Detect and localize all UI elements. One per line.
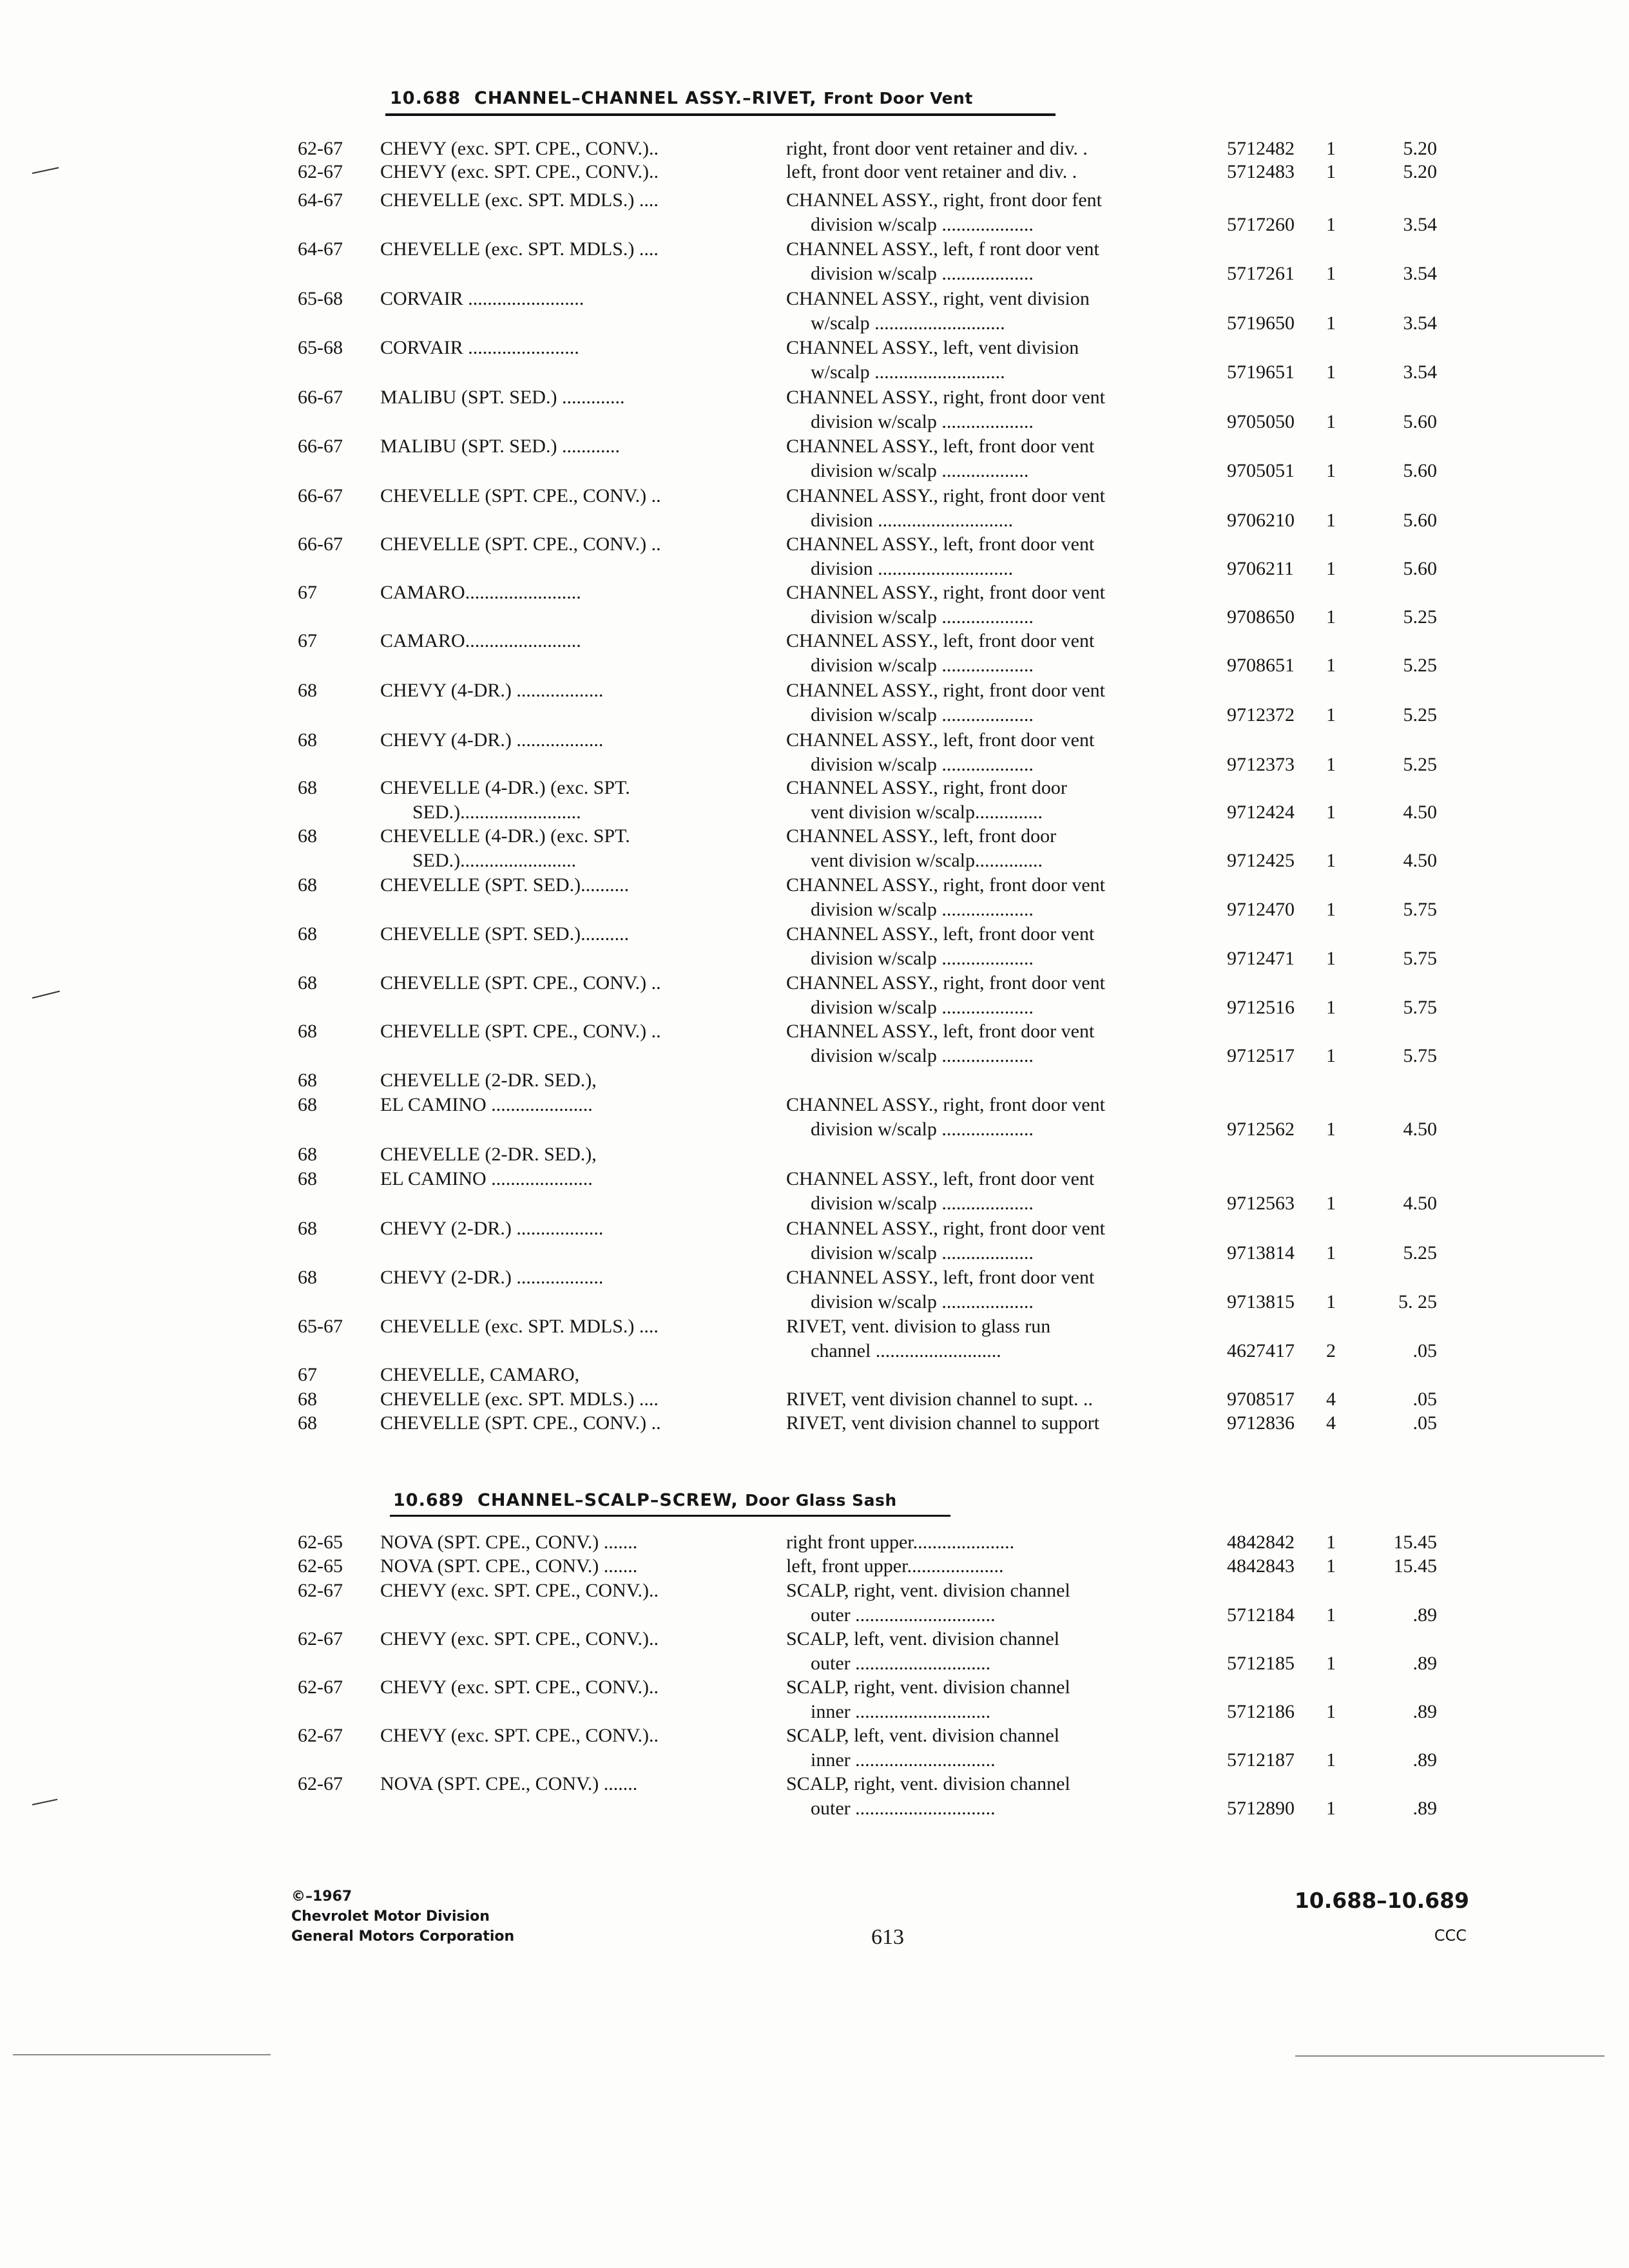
part-description: CHANNEL ASSY., left, f ront door vent [786, 238, 1099, 260]
part-description: CHANNEL ASSY., right, front door vent [786, 582, 1105, 603]
quantity: 1 [1326, 1291, 1336, 1312]
vehicle-model: CHEVY (exc. SPT. CPE., CONV.).. [380, 1580, 659, 1601]
part-description: division w/scalp ................... [811, 655, 1034, 676]
quantity: 1 [1326, 1119, 1336, 1140]
part-number: 4842842 [1227, 1532, 1295, 1553]
part-description: CHANNEL ASSY., left, front door vent [786, 630, 1095, 651]
model-years: 62-67 [298, 1725, 343, 1746]
scan-edge-line [13, 2054, 271, 2055]
vehicle-model: EL CAMINO ..................... [380, 1094, 593, 1115]
vehicle-model: CHEVELLE (2-DR. SED.), [380, 1144, 597, 1165]
part-description: vent division w/scalp.............. [811, 802, 1043, 823]
list-price: 5.75 [1403, 899, 1437, 920]
list-price: 15.45 [1393, 1532, 1437, 1553]
list-price: 4.50 [1403, 1119, 1437, 1140]
part-description: SCALP, right, vent. division channel [786, 1677, 1070, 1698]
part-number: 9708651 [1227, 655, 1295, 676]
list-price: .89 [1412, 1701, 1437, 1722]
part-description: CHANNEL ASSY., right, front door vent [786, 680, 1105, 701]
section-range: 10.688–10.689 [1294, 1888, 1469, 1913]
vehicle-model: CHEVY (4-DR.) .................. [380, 729, 604, 751]
part-description: division w/scalp ................... [811, 1193, 1034, 1214]
list-price: 15.45 [1393, 1555, 1437, 1577]
part-description: outer ............................. [811, 1798, 996, 1819]
model-years: 62-67 [298, 1628, 343, 1649]
part-description: division w/scalp ................... [811, 411, 1034, 432]
list-price: 5.75 [1403, 1045, 1437, 1066]
section-title: CHANNEL–SCALP–SCREW, [477, 1490, 738, 1510]
part-description: division w/scalp ................... [811, 263, 1034, 284]
part-description: division w/scalp ................... [811, 1242, 1034, 1264]
model-years: 62-65 [298, 1532, 343, 1553]
list-price: 5.75 [1403, 997, 1437, 1018]
model-years: 68 [298, 1021, 317, 1042]
vehicle-model: CHEVELLE (exc. SPT. MDLS.) .... [380, 189, 659, 211]
model-years: 68 [298, 729, 317, 751]
section-subtitle: Front Door Vent [824, 89, 973, 108]
vehicle-model: CHEVELLE (SPT. CPE., CONV.) .. [380, 972, 661, 994]
part-number: 9705051 [1227, 460, 1295, 481]
quantity: 1 [1326, 1242, 1336, 1264]
model-years: 65-67 [298, 1316, 343, 1337]
part-description: CHANNEL ASSY., left, front door vent [786, 729, 1095, 751]
vehicle-model: CHEVY (2-DR.) .................. [380, 1218, 604, 1239]
part-number: 9712470 [1227, 899, 1295, 920]
list-price: .05 [1412, 1389, 1437, 1410]
model-years: 68 [298, 1144, 317, 1165]
vehicle-model: CHEVELLE (SPT. CPE., CONV.) .. [380, 485, 661, 506]
vehicle-model: NOVA (SPT. CPE., CONV.) ....... [380, 1532, 638, 1553]
list-price: 3.54 [1403, 361, 1437, 383]
list-price: 4.50 [1403, 1193, 1437, 1214]
part-number: 9712373 [1227, 754, 1295, 775]
scan-edge-line [1295, 2055, 1605, 2057]
part-description: CHANNEL ASSY., right, vent division [786, 288, 1090, 309]
quantity: 1 [1326, 899, 1336, 920]
quantity: 1 [1326, 161, 1336, 182]
model-years: 68 [298, 874, 317, 896]
part-description: outer ............................. [811, 1604, 996, 1626]
list-price: 4.50 [1403, 802, 1437, 823]
publisher-block [291, 1887, 514, 1946]
catalog-code: CCC [1434, 1927, 1467, 1945]
vehicle-model: CHEVELLE (SPT. SED.).......... [380, 874, 630, 896]
vehicle-model: CHEVY (exc. SPT. CPE., CONV.).. [380, 1677, 659, 1698]
model-years: 65-68 [298, 288, 343, 309]
model-years: 68 [298, 777, 317, 798]
part-number: 5712186 [1227, 1701, 1295, 1722]
part-description: CHANNEL ASSY., left, front door vent [786, 923, 1095, 945]
part-number: 9712516 [1227, 997, 1295, 1018]
part-number: 5719651 [1227, 361, 1295, 383]
vehicle-model: CHEVELLE (exc. SPT. MDLS.) .... [380, 1316, 659, 1337]
vehicle-model: CHEVY (exc. SPT. CPE., CONV.).. [380, 1725, 659, 1746]
part-description: CHANNEL ASSY., right, front door vent [786, 874, 1105, 896]
vehicle-model: SED.)........................ [412, 850, 577, 871]
quantity: 4 [1326, 1412, 1336, 1434]
quantity: 1 [1326, 460, 1336, 481]
vehicle-model: CHEVELLE (SPT. CPE., CONV.) .. [380, 1412, 661, 1434]
part-description: division w/scalp ................... [811, 1291, 1034, 1312]
list-price: 5.25 [1403, 606, 1437, 628]
quantity: 2 [1326, 1340, 1336, 1361]
vehicle-model: CHEVY (exc. SPT. CPE., CONV.).. [380, 1628, 659, 1649]
vehicle-model: CHEVELLE (2-DR. SED.), [380, 1070, 597, 1091]
part-number: 5712185 [1227, 1653, 1295, 1674]
list-price: .05 [1412, 1340, 1437, 1361]
part-description: left, front door vent retainer and div. . [786, 161, 1077, 182]
model-years: 66-67 [298, 485, 343, 506]
model-years: 66-67 [298, 436, 343, 457]
model-years: 67 [298, 1364, 317, 1385]
part-description: division w/scalp ................... [811, 1045, 1034, 1066]
section-heading-rule [385, 113, 1055, 116]
vehicle-model: CHEVELLE (SPT. CPE., CONV.) .. [380, 533, 661, 555]
model-years: 62-67 [298, 161, 343, 182]
part-description: CHANNEL ASSY., right, front door [786, 777, 1067, 798]
part-description: CHANNEL ASSY., right, front door vent [786, 1218, 1105, 1239]
vehicle-model: CHEVY (2-DR.) .................. [380, 1267, 604, 1288]
vehicle-model: CHEVELLE (SPT. CPE., CONV.) .. [380, 1021, 661, 1042]
part-description: division ............................ [811, 510, 1014, 531]
quantity: 1 [1326, 1045, 1336, 1066]
part-description: vent division w/scalp.............. [811, 850, 1043, 871]
part-description: left, front upper.................... [786, 1555, 1004, 1577]
part-description: outer ............................ [811, 1653, 991, 1674]
vehicle-model: CHEVELLE (4-DR.) (exc. SPT. [380, 777, 630, 798]
model-years: 64-67 [298, 189, 343, 211]
model-years: 68 [298, 1168, 317, 1189]
part-description: w/scalp ........................... [811, 361, 1005, 383]
part-description: CHANNEL ASSY., left, vent division [786, 337, 1079, 358]
quantity: 4 [1326, 1389, 1336, 1410]
part-description: division w/scalp .................. [811, 460, 1029, 481]
vehicle-model: CHEVY (exc. SPT. CPE., CONV.).. [380, 138, 659, 159]
vehicle-model: CORVAIR ........................ [380, 288, 584, 309]
part-number: 9712517 [1227, 1045, 1295, 1066]
scan-mark [32, 1799, 58, 1805]
part-description: division w/scalp ................... [811, 948, 1034, 969]
list-price: .89 [1412, 1798, 1437, 1819]
quantity: 1 [1326, 558, 1336, 579]
part-description: inner ............................ [811, 1701, 991, 1722]
quantity: 1 [1326, 1749, 1336, 1771]
section-heading [393, 1490, 897, 1510]
model-years: 65-68 [298, 337, 343, 358]
part-number: 9708650 [1227, 606, 1295, 628]
quantity: 1 [1326, 214, 1336, 235]
list-price: 5.75 [1403, 948, 1437, 969]
part-description: inner ............................. [811, 1749, 996, 1771]
model-years: 68 [298, 923, 317, 945]
model-years: 66-67 [298, 387, 343, 408]
vehicle-model: CHEVY (4-DR.) .................. [380, 680, 604, 701]
part-number: 9712562 [1227, 1119, 1295, 1140]
model-years: 68 [298, 1218, 317, 1239]
part-description: CHANNEL ASSY., right, front door vent [786, 485, 1105, 506]
part-description: RIVET, vent division channel to support [786, 1412, 1100, 1434]
model-years: 62-67 [298, 138, 343, 159]
list-price: 3.54 [1403, 312, 1437, 334]
vehicle-model: CHEVELLE, CAMARO, [380, 1364, 580, 1385]
vehicle-model: CHEVELLE (exc. SPT. MDLS.) .... [380, 238, 659, 260]
model-years: 68 [298, 1094, 317, 1115]
vehicle-model: CORVAIR ....................... [380, 337, 579, 358]
part-description: division w/scalp ................... [811, 997, 1034, 1018]
vehicle-model: EL CAMINO ..................... [380, 1168, 593, 1189]
model-years: 68 [298, 1412, 317, 1434]
part-description: CHANNEL ASSY., left, front door vent [786, 1021, 1095, 1042]
model-years: 66-67 [298, 533, 343, 555]
quantity: 1 [1326, 312, 1336, 334]
part-description: right, front door vent retainer and div. . [786, 138, 1088, 159]
section-title: CHANNEL–CHANNEL ASSY.–RIVET, [474, 88, 817, 108]
vehicle-model: SED.)......................... [412, 802, 581, 823]
list-price: 5.60 [1403, 558, 1437, 579]
part-number: 9712836 [1227, 1412, 1295, 1434]
model-years: 62-67 [298, 1677, 343, 1698]
quantity: 1 [1326, 1555, 1336, 1577]
model-years: 64-67 [298, 238, 343, 260]
section-subtitle: Door Glass Sash [745, 1491, 897, 1510]
part-description: w/scalp ........................... [811, 312, 1005, 334]
part-number: 5719650 [1227, 312, 1295, 334]
quantity: 1 [1326, 1532, 1336, 1553]
part-description: CHANNEL ASSY., right, front door vent [786, 972, 1105, 994]
quantity: 1 [1326, 510, 1336, 531]
part-description: SCALP, right, vent. division channel [786, 1580, 1070, 1601]
part-number: 9705050 [1227, 411, 1295, 432]
vehicle-model: MALIBU (SPT. SED.) ............ [380, 436, 620, 457]
list-price: 5.25 [1403, 655, 1437, 676]
model-years: 68 [298, 1267, 317, 1288]
part-number: 9713814 [1227, 1242, 1295, 1264]
part-description: RIVET, vent. division to glass run [786, 1316, 1051, 1337]
part-description: division ............................ [811, 558, 1014, 579]
section-heading [390, 88, 973, 108]
part-description: CHANNEL ASSY., left, front door vent [786, 436, 1095, 457]
quantity: 1 [1326, 1798, 1336, 1819]
part-description: SCALP, right, vent. division channel [786, 1773, 1070, 1794]
list-price: 5.60 [1403, 460, 1437, 481]
part-description: CHANNEL ASSY., right, front door vent [786, 1094, 1105, 1115]
model-years: 62-67 [298, 1580, 343, 1601]
model-years: 62-65 [298, 1555, 343, 1577]
vehicle-model: CHEVELLE (4-DR.) (exc. SPT. [380, 825, 630, 847]
model-years: 67 [298, 630, 317, 651]
part-number: 9712425 [1227, 850, 1295, 871]
part-number: 5712482 [1227, 138, 1295, 159]
part-description: RIVET, vent division channel to supt. .. [786, 1389, 1094, 1410]
scan-mark [32, 167, 59, 174]
quantity: 1 [1326, 606, 1336, 628]
vehicle-model: MALIBU (SPT. SED.) ............. [380, 387, 625, 408]
quantity: 1 [1326, 1701, 1336, 1722]
part-number: 5717260 [1227, 214, 1295, 235]
part-description: right front upper..................... [786, 1532, 1015, 1553]
quantity: 1 [1326, 1193, 1336, 1214]
list-price: 5.60 [1403, 510, 1437, 531]
list-price: .05 [1412, 1412, 1437, 1434]
model-years: 67 [298, 582, 317, 603]
part-description: CHANNEL ASSY., left, front door vent [786, 1168, 1095, 1189]
section-number: 10.688 [390, 88, 461, 108]
part-number: 9708517 [1227, 1389, 1295, 1410]
quantity: 1 [1326, 1604, 1336, 1626]
publisher-corporation: General Motors Corporation [291, 1928, 515, 1945]
list-price: .89 [1412, 1749, 1437, 1771]
quantity: 1 [1326, 802, 1336, 823]
quantity: 1 [1326, 411, 1336, 432]
list-price: 3.54 [1403, 263, 1437, 284]
quantity: 1 [1326, 997, 1336, 1018]
part-description: division w/scalp ................... [811, 899, 1034, 920]
quantity: 1 [1326, 704, 1336, 726]
model-years: 68 [298, 680, 317, 701]
part-description: CHANNEL ASSY., left, front door [786, 825, 1057, 847]
quantity: 1 [1326, 754, 1336, 775]
vehicle-model: CHEVELLE (exc. SPT. MDLS.) .... [380, 1389, 659, 1410]
part-description: SCALP, left, vent. division channel [786, 1725, 1060, 1746]
part-number: 5712184 [1227, 1604, 1295, 1626]
part-description: division w/scalp ................... [811, 1119, 1034, 1140]
list-price: .89 [1412, 1653, 1437, 1674]
vehicle-model: CHEVY (exc. SPT. CPE., CONV.).. [380, 161, 659, 182]
part-description: division w/scalp ................... [811, 606, 1034, 628]
list-price: 5.25 [1403, 704, 1437, 726]
part-number: 5712890 [1227, 1798, 1295, 1819]
part-description: SCALP, left, vent. division channel [786, 1628, 1060, 1649]
part-number: 9713815 [1227, 1291, 1295, 1312]
part-number: 5712483 [1227, 161, 1295, 182]
quantity: 1 [1326, 948, 1336, 969]
part-description: division w/scalp ................... [811, 214, 1034, 235]
part-description: CHANNEL ASSY., left, front door vent [786, 533, 1095, 555]
list-price: 4.50 [1403, 850, 1437, 871]
quantity: 1 [1326, 361, 1336, 383]
part-number: 4627417 [1227, 1340, 1295, 1361]
part-number: 9706211 [1227, 558, 1294, 579]
vehicle-model: CAMARO........................ [380, 630, 581, 651]
list-price: 5.20 [1403, 138, 1437, 159]
part-number: 4842843 [1227, 1555, 1295, 1577]
quantity: 1 [1326, 138, 1336, 159]
section-number: 10.689 [393, 1490, 465, 1510]
vehicle-model: NOVA (SPT. CPE., CONV.) ....... [380, 1555, 638, 1577]
part-description: channel .......................... [811, 1340, 1001, 1361]
part-description: CHANNEL ASSY., right, front door fent [786, 189, 1102, 211]
vehicle-model: CHEVELLE (SPT. SED.).......... [380, 923, 630, 945]
model-years: 62-67 [298, 1773, 343, 1794]
vehicle-model: CAMARO........................ [380, 582, 581, 603]
part-number: 9706210 [1227, 510, 1295, 531]
part-description: CHANNEL ASSY., right, front door vent [786, 387, 1105, 408]
quantity: 1 [1326, 655, 1336, 676]
quantity: 1 [1326, 263, 1336, 284]
quantity: 1 [1326, 1653, 1336, 1674]
part-number: 9712424 [1227, 802, 1295, 823]
part-description: division w/scalp ................... [811, 704, 1034, 726]
model-years: 68 [298, 1070, 317, 1091]
list-price: .89 [1412, 1604, 1437, 1626]
part-description: division w/scalp ................... [811, 754, 1034, 775]
part-description: CHANNEL ASSY., left, front door vent [786, 1267, 1095, 1288]
part-number: 9712471 [1227, 948, 1295, 969]
part-number: 9712372 [1227, 704, 1295, 726]
model-years: 68 [298, 825, 317, 847]
model-years: 68 [298, 1389, 317, 1410]
list-price: 5.25 [1403, 754, 1437, 775]
part-number: 9712563 [1227, 1193, 1295, 1214]
section-heading-rule [390, 1515, 950, 1517]
part-number: 5717261 [1227, 263, 1295, 284]
part-number: 5712187 [1227, 1749, 1295, 1771]
scan-mark [32, 990, 60, 999]
list-price: 5. 25 [1398, 1291, 1437, 1312]
copyright: ©–1967 [291, 1888, 352, 1905]
list-price: 5.25 [1403, 1242, 1437, 1264]
list-price: 5.60 [1403, 411, 1437, 432]
list-price: 5.20 [1403, 161, 1437, 182]
publisher-division: Chevrolet Motor Division [291, 1908, 490, 1925]
model-years: 68 [298, 972, 317, 994]
quantity: 1 [1326, 850, 1336, 871]
page-number: 613 [871, 1925, 904, 1949]
list-price: 3.54 [1403, 214, 1437, 235]
vehicle-model: NOVA (SPT. CPE., CONV.) ....... [380, 1773, 638, 1794]
